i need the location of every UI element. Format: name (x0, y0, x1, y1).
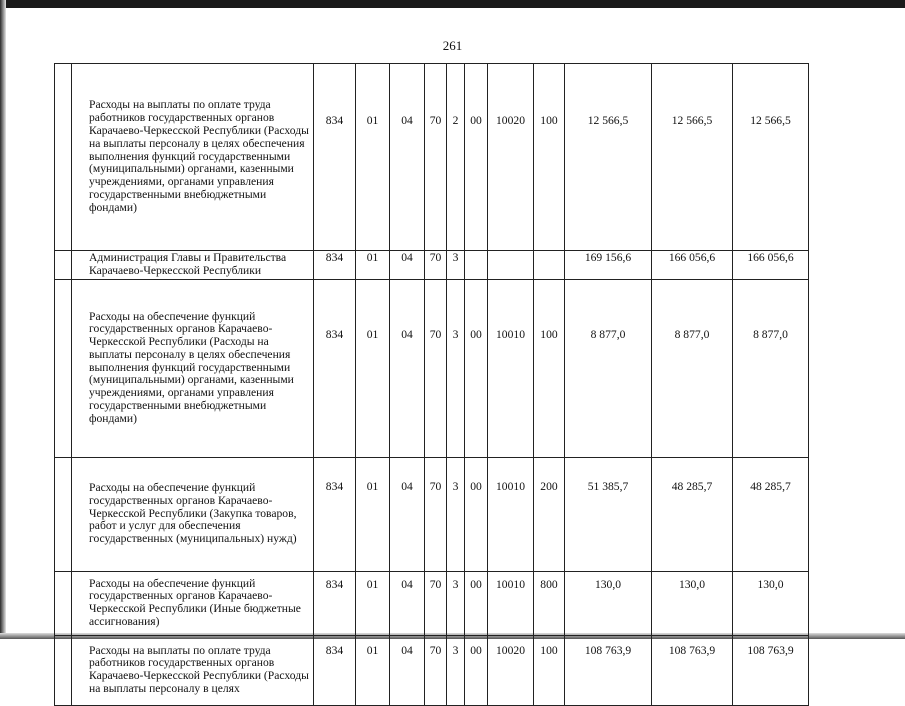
sum-year1-cell: 12 566,5 (565, 64, 652, 251)
rz-cell: 01 (356, 251, 390, 280)
scan-border-top (0, 0, 905, 8)
sum-year3-cell: 8 877,0 (733, 279, 809, 457)
pr-cell: 04 (390, 251, 425, 280)
row-name-cell: Администрация Главы и Правительства Карачаево-Черкесской Республики (72, 251, 314, 280)
sum-year3-cell: 130,0 (733, 571, 809, 635)
row-name-cell: Расходы на обеспечение функций государственных органов Карачаево-Черкесской Республики (Закупка товаров, работ и услуг для обеспечения государственных (муниципальных) нужд) (72, 457, 314, 571)
rz-cell: 01 (356, 457, 390, 571)
csr-subprogram-cell: 3 (447, 251, 465, 280)
vr-cell (534, 251, 565, 280)
csr-direction-cell: 10010 (488, 279, 534, 457)
row-name-cell: Расходы на обеспечение функций государственных органов Карачаево-Черкесской Республики (Иные бюджетные ассигнования) (72, 571, 314, 635)
csr-direction-cell: 10020 (488, 64, 534, 251)
sum-year3-cell: 48 285,7 (733, 457, 809, 571)
rz-cell: 01 (356, 635, 390, 705)
csr-event-cell: 00 (465, 64, 488, 251)
csr-event-cell: 00 (465, 635, 488, 705)
sum-year3-cell: 108 763,9 (733, 635, 809, 705)
rz-cell: 01 (356, 64, 390, 251)
csr-subprogram-cell: 3 (447, 279, 465, 457)
sum-year2-cell: 12 566,5 (652, 64, 733, 251)
pr-cell: 04 (390, 635, 425, 705)
pr-cell: 04 (390, 64, 425, 251)
sum-year2-cell: 166 056,6 (652, 251, 733, 280)
scan-border-left (0, 0, 6, 639)
csr-subprogram-cell: 2 (447, 64, 465, 251)
ved-cell: 834 (314, 457, 356, 571)
row-name-cell: Расходы на обеспечение функций государственных органов Карачаево-Черкесской Республики (Расходы на выплаты персоналу в целях обеспечения выполнения функций государственными (муниципальными) органами, казенными учреждениями, органами управления государственными внебюджетными фондами) (72, 279, 314, 457)
ved-cell: 834 (314, 635, 356, 705)
pr-cell: 04 (390, 279, 425, 457)
csr-direction-cell: 10010 (488, 571, 534, 635)
table-row (55, 64, 809, 251)
csr-event-cell: 00 (465, 279, 488, 457)
row-name-cell: Расходы на выплаты по оплате труда работников государственных органов Карачаево-Черкесской Республики (Расходы на выплаты персоналу в целях (72, 635, 314, 705)
row-name-cell: Расходы на выплаты по оплате труда работников государственных органов Карачаево-Черкесской Республики (Расходы на выплаты персоналу в целях обеспечения выполнения функций государственными (муниципальными) органами, казенными учреждениями, органами управления государственными внебюджетными фондами) (72, 64, 314, 251)
csr-subprogram-cell: 3 (447, 635, 465, 705)
sum-year2-cell: 8 877,0 (652, 279, 733, 457)
rz-cell: 01 (356, 571, 390, 635)
sum-year1-cell: 8 877,0 (565, 279, 652, 457)
sum-year2-cell: 48 285,7 (652, 457, 733, 571)
csr-direction-cell (488, 251, 534, 280)
budget-table (54, 63, 809, 706)
table-row (55, 279, 809, 457)
table-row (55, 457, 809, 571)
vr-cell: 100 (534, 635, 565, 705)
table-row (55, 635, 809, 705)
row-gutter-cell (55, 279, 72, 457)
ved-cell: 834 (314, 279, 356, 457)
vr-cell: 100 (534, 64, 565, 251)
row-gutter-cell (55, 251, 72, 280)
pr-cell: 04 (390, 571, 425, 635)
csr-direction-cell: 10020 (488, 635, 534, 705)
sum-year1-cell: 130,0 (565, 571, 652, 635)
vr-cell: 800 (534, 571, 565, 635)
csr-direction-cell: 10010 (488, 457, 534, 571)
csr-event-cell: 00 (465, 571, 488, 635)
csr-event-cell (465, 251, 488, 280)
rz-cell: 01 (356, 279, 390, 457)
csr-subprogram-cell: 3 (447, 457, 465, 571)
ved-cell: 834 (314, 64, 356, 251)
sum-year1-cell: 51 385,7 (565, 457, 652, 571)
sum-year3-cell: 166 056,6 (733, 251, 809, 280)
csr-subprogram-cell: 3 (447, 571, 465, 635)
csr-program-cell: 70 (425, 251, 447, 280)
vr-cell: 100 (534, 279, 565, 457)
row-gutter-cell (55, 457, 72, 571)
csr-program-cell: 70 (425, 571, 447, 635)
pr-cell: 04 (390, 457, 425, 571)
sum-year2-cell: 130,0 (652, 571, 733, 635)
csr-program-cell: 70 (425, 64, 447, 251)
csr-event-cell: 00 (465, 457, 488, 571)
csr-program-cell: 70 (425, 279, 447, 457)
sum-year1-cell: 169 156,6 (565, 251, 652, 280)
row-gutter-cell (55, 571, 72, 635)
table-row (55, 571, 809, 635)
csr-program-cell: 70 (425, 635, 447, 705)
ved-cell: 834 (314, 251, 356, 280)
sum-year3-cell: 12 566,5 (733, 64, 809, 251)
vr-cell: 200 (534, 457, 565, 571)
sum-year2-cell: 108 763,9 (652, 635, 733, 705)
row-gutter-cell (55, 635, 72, 705)
page-number: 261 (442, 38, 463, 53)
row-gutter-cell (55, 64, 72, 251)
sum-year1-cell: 108 763,9 (565, 635, 652, 705)
csr-program-cell: 70 (425, 457, 447, 571)
ved-cell: 834 (314, 571, 356, 635)
table-row (55, 251, 809, 280)
